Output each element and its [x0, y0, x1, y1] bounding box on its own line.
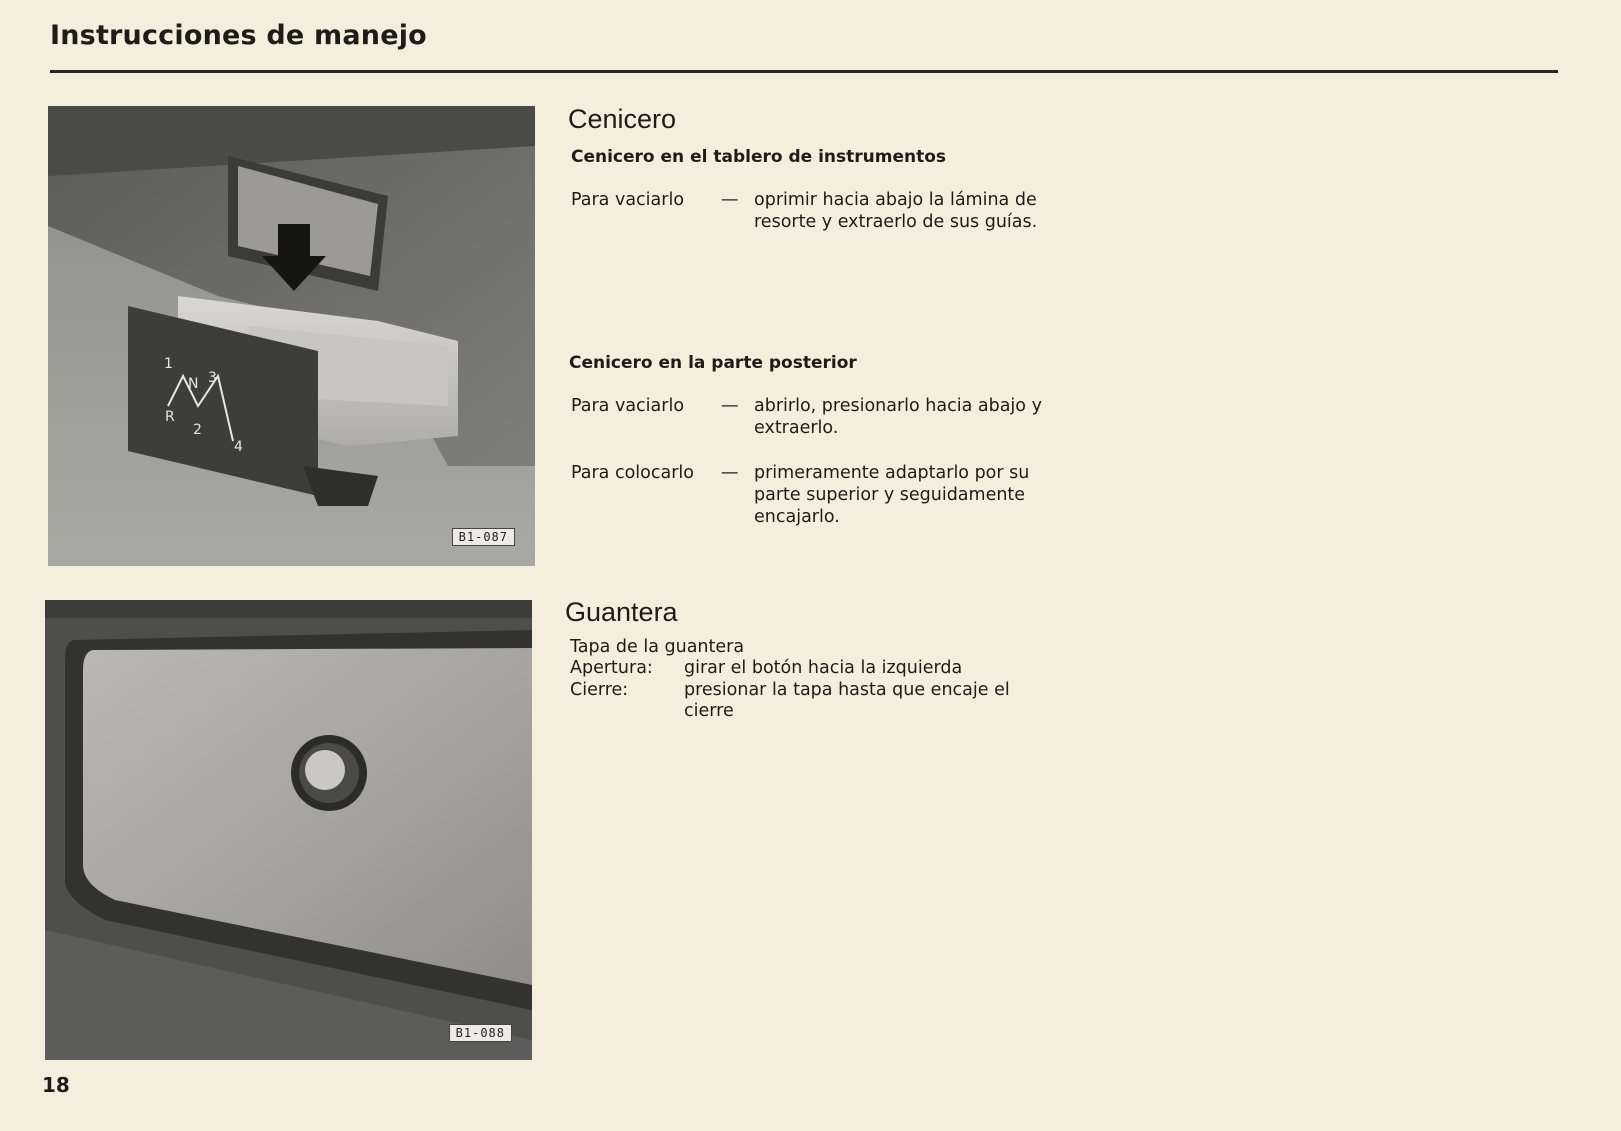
- instruction-label: Para vaciarlo: [571, 396, 685, 416]
- dash: —: [721, 396, 739, 416]
- instruction-row: [571, 189, 1051, 259]
- section-title-cenicero: Cenicero: [568, 104, 677, 134]
- glovebox-intro: Tapa de la guantera: [570, 637, 745, 657]
- subtitle-rear-ashtray: Cenicero en la parte posterior: [569, 353, 857, 373]
- dash: —: [721, 463, 739, 483]
- photo-reference-label: B1-088: [449, 1024, 512, 1042]
- instruction-text: oprimir hacia abajo la lámina de resorte y extraerlo de sus guías.: [754, 190, 1038, 232]
- section-title-guantera: Guantera: [565, 597, 678, 627]
- instruction-row: [571, 462, 1051, 532]
- glovebox-row-label: Apertura:: [570, 658, 653, 678]
- page-number: 18: [42, 1073, 70, 1097]
- glovebox-illustration: [45, 600, 532, 1060]
- gear-mark-r: R: [165, 409, 175, 425]
- photo-reference-label: B1-087: [452, 528, 515, 546]
- header-divider: [50, 70, 1558, 73]
- subtitle-front-ashtray: Cenicero en el tablero de instrumentos: [571, 147, 947, 167]
- glovebox-row-label: Cierre:: [570, 680, 629, 700]
- glovebox-photo: [45, 600, 532, 1060]
- gear-mark-1: 1: [164, 356, 173, 372]
- instruction-text: abrirlo, presionarlo hacia abajo y extraerlo.: [754, 396, 1042, 438]
- gear-mark-3: 3: [208, 370, 217, 386]
- ashtray-illustration: [48, 106, 535, 566]
- page-header-title: Instrucciones de manejo: [50, 20, 427, 51]
- glovebox-row: [570, 658, 1050, 680]
- glovebox-row-text: presionar la tapa hasta que encaje el cierre: [684, 680, 1010, 721]
- gear-mark-2: 2: [193, 422, 202, 438]
- instruction-text: primeramente adaptarlo por su parte superior y seguidamente encajarlo.: [754, 463, 1030, 527]
- gear-mark-4: 4: [234, 439, 243, 455]
- instruction-label: Para vaciarlo: [571, 190, 685, 210]
- dash: —: [721, 190, 739, 210]
- glovebox-row: [570, 680, 1050, 724]
- instruction-row: [571, 395, 1051, 441]
- instruction-label: Para colocarlo: [571, 463, 694, 483]
- gear-mark-n: N: [188, 376, 199, 392]
- glovebox-row-text: girar el botón hacia la izquierda: [684, 658, 963, 678]
- ashtray-photo: [48, 106, 535, 566]
